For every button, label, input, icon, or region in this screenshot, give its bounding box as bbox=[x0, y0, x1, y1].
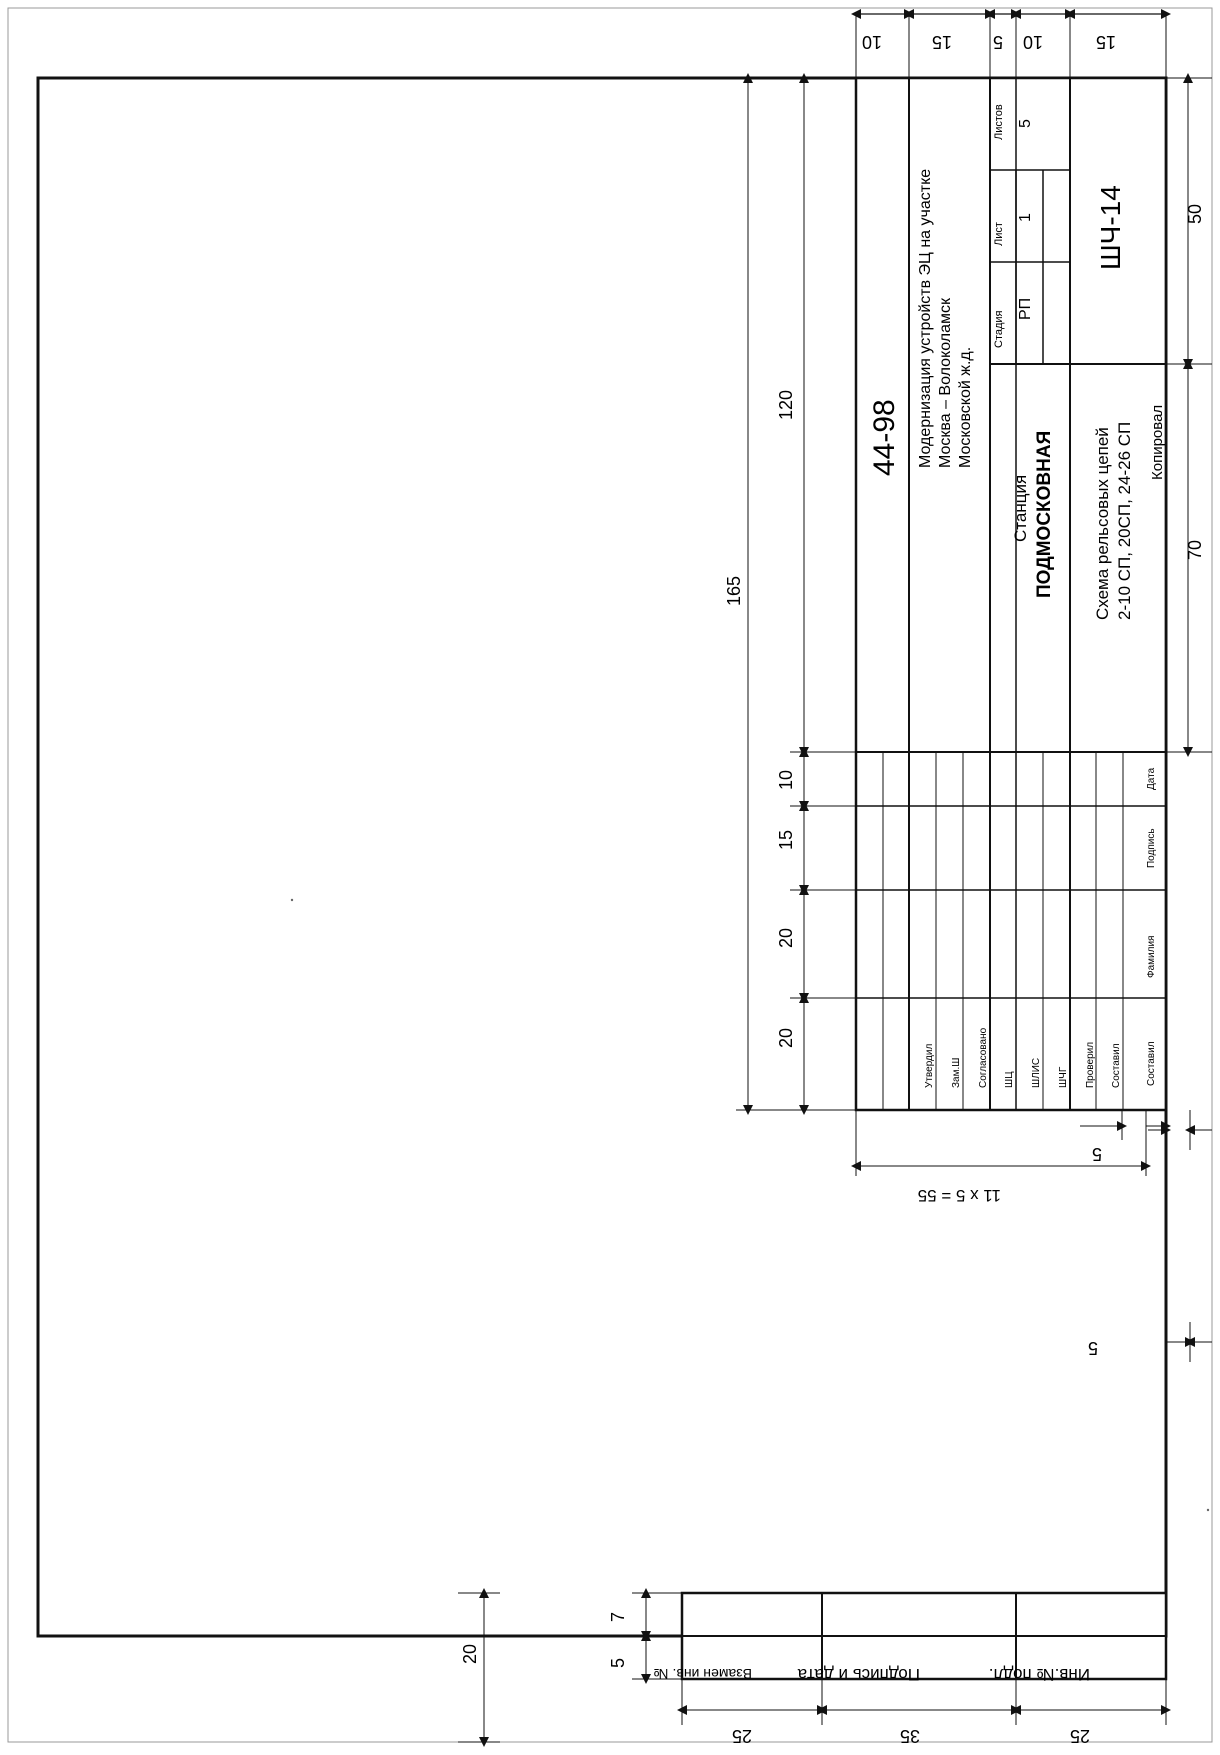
dim-right-5: 5 bbox=[1087, 1338, 1098, 1358]
dim-left-20-a: 20 bbox=[776, 1027, 796, 1048]
signature-row-3: Согласовано bbox=[978, 1027, 989, 1088]
stage-header: Стадия bbox=[993, 310, 1005, 348]
project-line-3: Московской ж.д. bbox=[957, 346, 974, 468]
left-block-2: Подпись и дата bbox=[797, 1665, 920, 1684]
dim-top-2: 15 bbox=[931, 32, 952, 52]
left-block-1: Инв.№ подл. bbox=[988, 1665, 1090, 1684]
sheets-value: 5 bbox=[1017, 119, 1034, 128]
signature-row-5: ШЛИС bbox=[1031, 1057, 1042, 1088]
sheet-value: 1 bbox=[1017, 213, 1034, 222]
dim-middle-5: 5 bbox=[1091, 1144, 1102, 1164]
table-header-3: Подпись bbox=[1146, 828, 1157, 868]
dim-vertical-5: 5 bbox=[608, 1657, 628, 1668]
signature-row-4: ШЦ bbox=[1004, 1071, 1015, 1088]
dim-left-165: 165 bbox=[724, 575, 744, 606]
doc-code: 44-98 bbox=[868, 399, 901, 476]
schema-line-1: Схема рельсовых цепей bbox=[1093, 427, 1112, 620]
project-line-2: Москва – Волоколамск bbox=[937, 297, 954, 468]
dim-top-4: 10 bbox=[1022, 32, 1043, 52]
dim-left-20-b: 20 bbox=[776, 927, 796, 948]
title-block bbox=[856, 78, 1166, 1110]
table-header-2: Фамилия bbox=[1146, 935, 1157, 978]
dim-top-1: 10 bbox=[861, 32, 882, 52]
sheet-header: Лист bbox=[993, 222, 1005, 246]
signature-row-8: Составил bbox=[1111, 1043, 1122, 1088]
dim-bottom-25-a: 25 bbox=[731, 1726, 752, 1746]
dim-right-70: 70 bbox=[1185, 539, 1205, 560]
station-name: ПОДМОСКОВНАЯ bbox=[1034, 430, 1055, 598]
project-line-1: Модернизация устройств ЭЦ на участке bbox=[917, 168, 934, 468]
sheet-code: ШЧ-14 bbox=[1095, 185, 1126, 270]
dim-left-120: 120 bbox=[776, 389, 796, 420]
dim-left-10: 10 bbox=[776, 769, 796, 790]
signature-row-7: Проверил bbox=[1085, 1041, 1096, 1088]
dim-top-3: 5 bbox=[992, 32, 1003, 52]
copied-label: Копировал bbox=[1149, 404, 1166, 480]
dim-bottom-35: 35 bbox=[899, 1726, 920, 1746]
dim-top-5: 15 bbox=[1095, 32, 1116, 52]
left-block-3: Взамен инв. № bbox=[653, 1666, 752, 1682]
dim-right-50: 50 bbox=[1185, 203, 1205, 224]
table-header-4: Дата bbox=[1146, 767, 1157, 790]
station-label: Станция bbox=[1011, 474, 1030, 542]
table-header-1: Составил bbox=[1146, 1041, 1157, 1086]
dim-vertical-7: 7 bbox=[608, 1611, 628, 1622]
signature-row-2: Зам.Ш bbox=[951, 1057, 962, 1088]
dim-left-15: 15 bbox=[776, 829, 796, 850]
schema-line-2: 2-10 СП, 20СП, 24-26 СП bbox=[1115, 421, 1134, 620]
stage-value: РП bbox=[1017, 297, 1034, 320]
signature-row-6: ШЧГ bbox=[1058, 1066, 1069, 1088]
dim-bottom-20: 20 bbox=[460, 1643, 480, 1664]
signature-row-1: Утвердил bbox=[924, 1043, 935, 1088]
sheets-header: Листов bbox=[993, 104, 1005, 140]
dim-bottom-25-b: 25 bbox=[1069, 1726, 1090, 1746]
dim-middle-55: 11 x 5 = 55 bbox=[917, 1186, 1001, 1205]
